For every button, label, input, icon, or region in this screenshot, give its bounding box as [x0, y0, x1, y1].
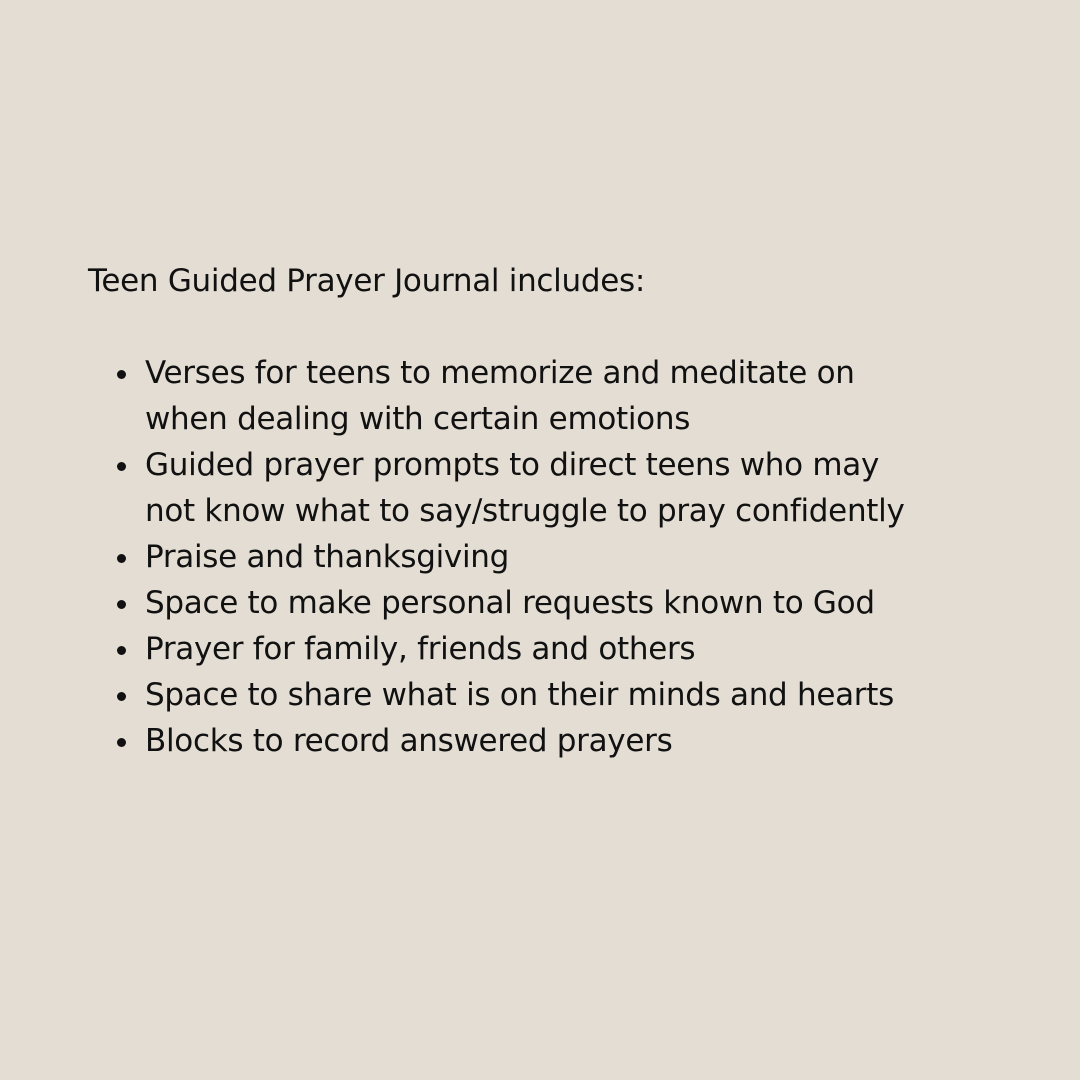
list-item	[88, 672, 1048, 718]
bullet-icon	[117, 646, 126, 655]
content-block	[88, 258, 1048, 764]
list-item	[88, 350, 1048, 442]
bullet-icon	[117, 600, 126, 609]
list-item-text: Prayer for family, friends and others	[145, 631, 696, 667]
list-item-text: Guided prayer prompts to direct teens who may	[145, 447, 880, 483]
list-item-text: Space to make personal requests known to God	[145, 585, 875, 621]
bullet-icon	[117, 462, 126, 471]
list-item-text: Praise and thanksgiving	[145, 539, 509, 575]
features-list	[88, 350, 1048, 764]
bullet-icon	[117, 692, 126, 701]
list-item	[88, 718, 1048, 764]
list-item	[88, 534, 1048, 580]
list-item-text: Verses for teens to memorize and meditate on	[145, 355, 855, 391]
list-item	[88, 580, 1048, 626]
bullet-icon	[117, 738, 126, 747]
bullet-icon	[117, 554, 126, 563]
list-item-text: when dealing with certain emotions	[145, 401, 691, 437]
bullet-icon	[117, 370, 126, 379]
list-item-text: not know what to say/struggle to pray confidently	[145, 493, 905, 529]
list-item	[88, 626, 1048, 672]
list-item-text: Blocks to record answered prayers	[145, 723, 673, 759]
list-item	[88, 442, 1048, 534]
page-title: Teen Guided Prayer Journal includes:	[88, 263, 645, 299]
list-item-text: Space to share what is on their minds and hearts	[145, 677, 894, 713]
